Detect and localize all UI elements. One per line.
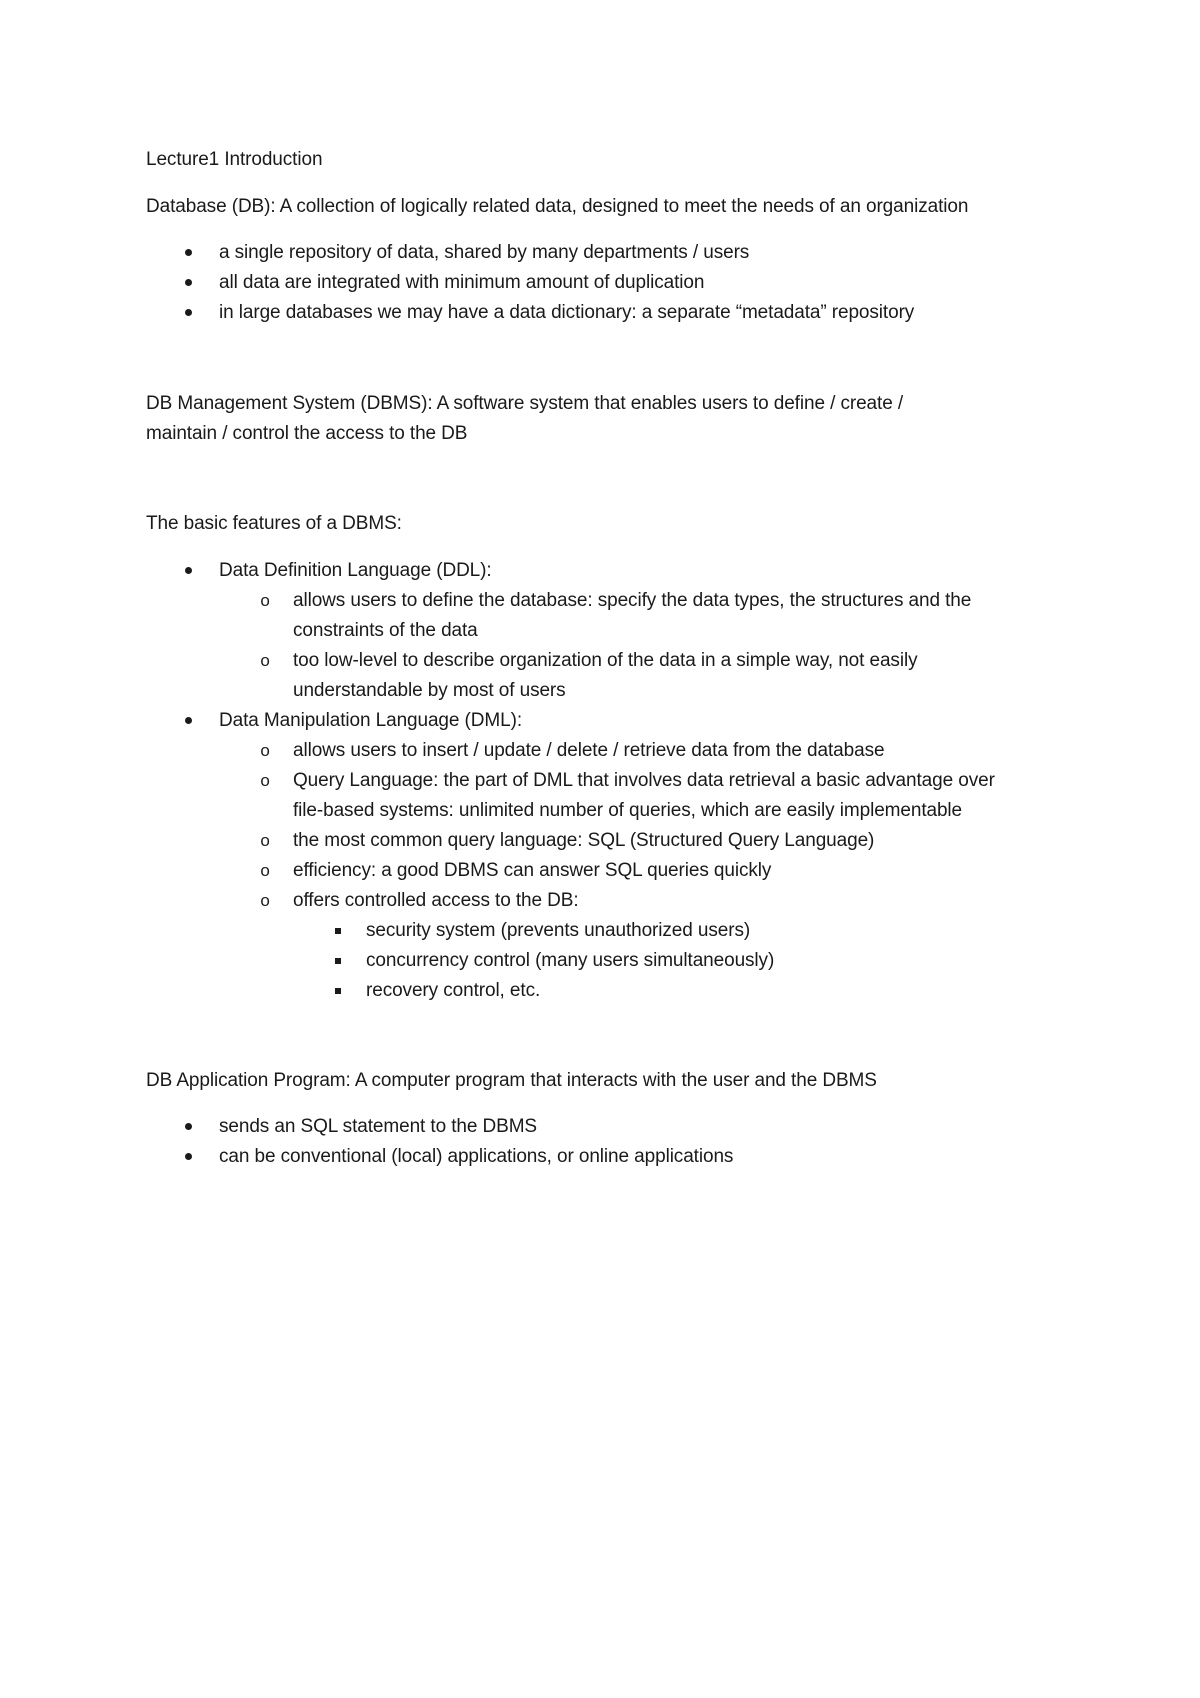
dml-label: Data Manipulation Language (DML): <box>219 710 522 731</box>
database-bullet: all data are integrated with minimum amount of duplication <box>219 272 705 293</box>
dml-item: Query Language: the part of DML that involves data retrieval a basic advantage over <box>293 770 995 791</box>
dml-item-continued: file-based systems: unlimited number of queries, which are easily implementable <box>293 800 963 821</box>
bullet-dot <box>176 559 200 583</box>
database-bullet: a single repository of data, shared by many departments / users <box>219 242 750 263</box>
bullet-circle: o <box>260 741 270 760</box>
page-title: Lecture1 Introduction <box>146 149 323 170</box>
database-definition: Database (DB): A collection of logically related data, designed to meet the needs of an organization <box>146 196 969 217</box>
bullet-circle: o <box>260 591 270 610</box>
app-program-bullet: can be conventional (local) applications, or online applications <box>219 1146 734 1167</box>
ddl-label: Data Definition Language (DDL): <box>219 560 492 581</box>
app-program-bullet: sends an SQL statement to the DBMS <box>219 1116 538 1137</box>
dbms-definition-line2: maintain / control the access to the DB <box>146 423 468 444</box>
bullet-circle: o <box>260 771 270 790</box>
database-bullet: in large databases we may have a data dictionary: a separate “metadata” repository <box>219 302 915 323</box>
bullet-dot <box>176 1145 200 1169</box>
dml-item: offers controlled access to the DB: <box>293 890 579 911</box>
access-item: recovery control, etc. <box>366 980 541 1001</box>
app-program-definition: DB Application Program: A computer program that interacts with the user and the DBMS <box>146 1070 877 1091</box>
dml-item: efficiency: a good DBMS can answer SQL queries quickly <box>293 860 772 881</box>
ddl-item-continued: understandable by most of users <box>293 680 566 701</box>
bullet-square <box>326 919 350 943</box>
bullet-circle: o <box>260 651 270 670</box>
bullet-square <box>326 949 350 973</box>
bullet-dot <box>176 241 200 265</box>
bullet-square <box>326 979 350 1003</box>
bullet-circle: o <box>260 891 270 910</box>
ddl-item: allows users to define the database: specify the data types, the structures and the <box>293 590 972 611</box>
ddl-item: too low-level to describe organization of the data in a simple way, not easily <box>293 650 918 671</box>
ddl-item-continued: constraints of the data <box>293 620 478 641</box>
bullet-dot <box>176 709 200 733</box>
bullet-circle: o <box>260 831 270 850</box>
dbms-definition-line1: DB Management System (DBMS): A software system that enables users to define / create / <box>146 393 904 414</box>
bullet-circle: o <box>260 861 270 880</box>
dml-item: allows users to insert / update / delete / retrieve data from the database <box>293 740 885 761</box>
access-item: security system (prevents unauthorized users) <box>366 920 751 941</box>
features-heading: The basic features of a DBMS: <box>146 513 402 534</box>
dml-item: the most common query language: SQL (Structured Query Language) <box>293 830 875 851</box>
bullet-dot <box>176 301 200 325</box>
access-item: concurrency control (many users simultaneously) <box>366 950 775 971</box>
bullet-dot <box>176 1115 200 1139</box>
bullet-dot <box>176 271 200 295</box>
